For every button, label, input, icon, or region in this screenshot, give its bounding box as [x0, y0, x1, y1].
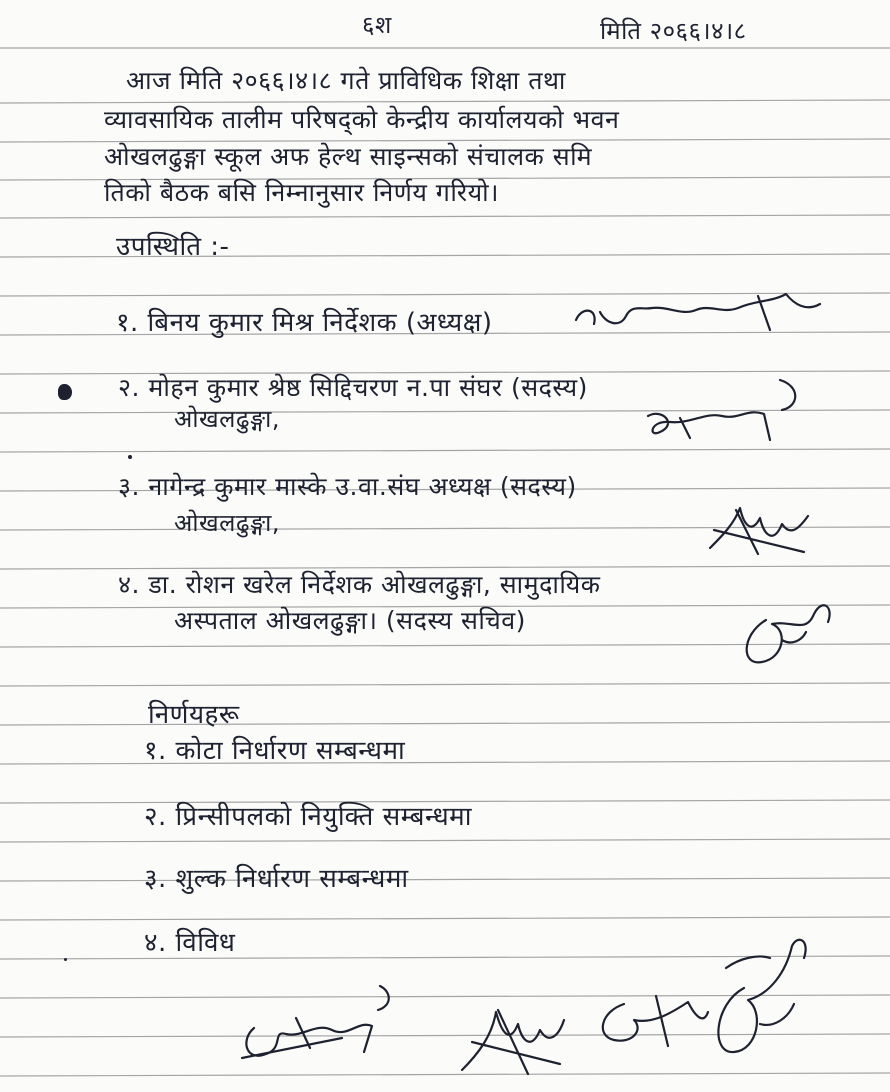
member-2-line-1: २. मोहन कुमार श्रेष्ठ सिद्दिचरण न.पा संघर (सदस्य)	[118, 373, 588, 402]
intro-line-2: व्यावसायिक तालीम परिषद्को केन्द्रीय कार्यालयको भवन	[104, 105, 620, 134]
signature-member-2	[630, 372, 810, 452]
signature-bottom-3	[584, 984, 714, 1064]
decision-item-2: २. प्रिन्सीपलको नियुक्ति सम्बन्धमा	[144, 802, 472, 832]
ink-blot	[58, 384, 72, 400]
member-4-line-2: अस्पताल ओखलढुङ्गा। (सदस्य सचिव)	[174, 606, 526, 635]
member-1-line-1: १. बिनय कुमार मिश्र निर्देशक (अध्यक्ष)	[116, 308, 493, 338]
signature-member-3	[700, 496, 820, 566]
page-mark: ६श	[362, 11, 392, 39]
signature-member-4	[732, 590, 842, 674]
member-2-line-2: ओखलढुङ्गा,	[174, 405, 281, 433]
ink-dot	[64, 958, 67, 961]
member-3-line-1: ३. नागेन्द्र कुमार मास्के उ.वा.संघ अध्यक्ष (सदस्य)	[118, 472, 577, 501]
intro-line-4: तिको बैठक बसि निम्नानुसार निर्णय गरियो।	[104, 178, 500, 207]
intro-line-1: आज मिति २०६६।४।८ गते प्राविधिक शिक्षा तथा	[126, 66, 566, 95]
intro-line-3: ओखलढुङ्गा स्कूल अफ हेल्थ साइन्सको संचालक समि	[104, 142, 593, 171]
decisions-heading: निर्णयहरू	[148, 700, 240, 730]
signature-bottom-4	[700, 928, 820, 1068]
member-4-line-1: ४. डा. रोशन खरेल निर्देशक ओखलढुङ्गा, सामुदायिक	[118, 570, 601, 599]
signature-bottom-2	[448, 990, 578, 1080]
decision-item-1: १. कोटा निर्धारण सम्बन्धमा	[144, 736, 406, 766]
page-date: मिति २०६६।४।८	[600, 17, 747, 45]
decision-item-3: ३. शुल्क निर्धारण सम्बन्धमा	[144, 864, 409, 894]
attendance-heading: उपस्थिति :-	[116, 232, 230, 262]
decision-item-4: ४. विविध	[144, 928, 236, 958]
member-3-line-2: ओखलढुङ्गा,	[174, 509, 281, 537]
signature-bottom-1	[232, 978, 402, 1068]
ink-dot	[128, 455, 132, 459]
signature-member-1	[572, 290, 834, 340]
